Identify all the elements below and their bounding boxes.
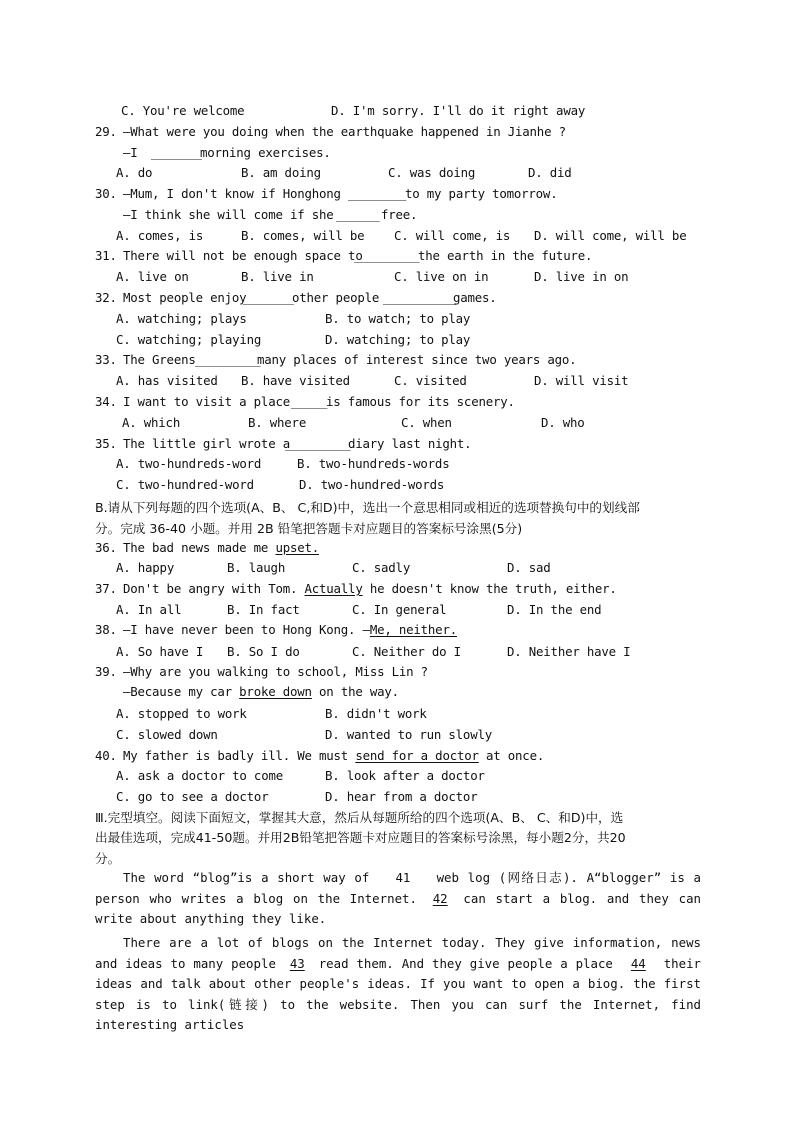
blank-43: 43: [289, 955, 305, 971]
underlined-phrase: send for a doctor: [355, 748, 479, 763]
question-text: [123, 748, 544, 764]
question-text: [123, 622, 457, 638]
question-text: The Greens: [123, 352, 196, 367]
option-d: D. wanted to run slowly: [325, 727, 492, 742]
text-after: at once.: [478, 748, 545, 763]
underlined-phrase: upset.: [275, 540, 320, 555]
answer-blank: _________: [285, 436, 351, 451]
question-text: I want to visit a place: [123, 394, 290, 409]
passage-paragraph-1: [95, 868, 701, 930]
question-text: The little girl wrote a: [123, 436, 290, 451]
question-text: other people: [292, 290, 380, 305]
text-before: Don't be angry with Tom.: [123, 581, 305, 596]
text-before: My father is badly ill. We must: [123, 748, 356, 763]
text-after: he doesn't know the truth, either.: [362, 581, 617, 596]
option-b: B. where: [248, 415, 307, 430]
question-text: [123, 540, 319, 556]
option-c: C. two-hundred-word: [116, 477, 254, 492]
passage-text: their ideas and talk about other people's ideas. If you want to open a biog. the first step is to link(: [95, 955, 702, 1012]
question-text: the earth in the future.: [418, 248, 593, 263]
option-b: B. have visited: [241, 373, 350, 388]
question-text: —Mum, I don't know if Honghong: [123, 186, 341, 201]
option-c: C. was doing: [388, 165, 476, 180]
option-b: B. to watch; to play: [325, 311, 471, 326]
blank-41: 41: [395, 870, 411, 885]
option-d: D. watching; to play: [325, 332, 471, 347]
option-d: D. two-hundred-words: [299, 477, 445, 492]
option-c: C. slowed down: [116, 727, 218, 742]
answer-blank: __________: [383, 290, 456, 305]
option-d: D. sad: [507, 560, 551, 575]
question-number: 35.: [95, 436, 117, 451]
option-b: B. In fact: [227, 602, 300, 617]
question-number: 30.: [95, 186, 117, 201]
text-before: —Because my car: [123, 684, 240, 699]
question-text: games.: [453, 290, 497, 305]
option-b: B. am doing: [241, 165, 321, 180]
answer-blank: _________: [354, 248, 420, 263]
option-a: A. So have I: [116, 644, 204, 659]
question-number: 31.: [95, 248, 117, 263]
question-text: —I: [123, 145, 138, 160]
question-text: [123, 684, 399, 700]
option-c: C. You're welcome: [121, 103, 245, 118]
option-a: A. two-hundreds-word: [116, 456, 262, 471]
option-c: C. visited: [394, 373, 467, 388]
answer-blank: _______: [151, 145, 202, 160]
answer-blank: _________: [195, 352, 261, 367]
question-number: 40.: [95, 748, 117, 763]
option-c: C. live on in: [394, 269, 489, 284]
option-d: D. hear from a doctor: [325, 789, 478, 804]
option-c: C. sadly: [352, 560, 411, 575]
passage-text-chinese: 网络日志: [506, 870, 563, 885]
question-text: [123, 581, 617, 597]
option-b: B. live in: [241, 269, 314, 284]
question-number: 36.: [95, 540, 117, 555]
option-b: B. laugh: [227, 560, 286, 575]
option-a: A. In all: [116, 602, 182, 617]
option-d: D. Neither have I: [507, 644, 631, 659]
option-b: B. comes, will be: [241, 228, 365, 243]
option-c: C. when: [401, 415, 452, 430]
option-c: C. will come, is: [394, 228, 511, 243]
blank-42: 42: [432, 890, 448, 906]
question-text: is famous for its scenery.: [326, 394, 515, 409]
question-number: 37.: [95, 581, 117, 596]
question-text: There will not be enough space to: [123, 248, 363, 263]
question-number: 29.: [95, 124, 117, 139]
underlined-phrase: broke down: [239, 684, 312, 699]
passage-text-chinese: 链接: [225, 996, 262, 1012]
question-text: —I think she will come if she: [123, 207, 334, 222]
question-text: to my party tomorrow.: [405, 186, 558, 201]
option-a: A. has visited: [116, 373, 218, 388]
blank-44: 44: [630, 955, 646, 971]
underlined-phrase: Me, neither.: [369, 622, 457, 637]
answer-blank: ______: [336, 207, 380, 222]
answer-blank: _______: [243, 290, 294, 305]
question-number: 34.: [95, 394, 117, 409]
question-number: 38.: [95, 622, 117, 637]
question-text: —What were you doing when the earthquake happened in Jianhe ?: [123, 124, 566, 139]
section-c-instructions-line2: 出最佳选项，完成41-50题。并用2B铅笔把答题卡对应题目的答案标号涂黑，每小题2分，共20: [95, 830, 626, 845]
text-before: —I have never been to Hong Kong. —: [123, 622, 370, 637]
option-b: B. look after a doctor: [325, 768, 485, 783]
question-number: 32.: [95, 290, 117, 305]
text-before: The bad news made me: [123, 540, 276, 555]
option-a: A. happy: [116, 560, 175, 575]
underlined-phrase: Actually: [304, 581, 363, 596]
option-a: A. do: [116, 165, 153, 180]
section-c-instructions-line3: 分。: [95, 851, 121, 866]
passage-text: can start a blog. and they can write about anything they like.: [95, 890, 701, 927]
question-text: morning exercises.: [200, 145, 331, 160]
option-c: C. go to see a doctor: [116, 789, 269, 804]
option-d: D. did: [528, 165, 572, 180]
option-d: D. who: [541, 415, 585, 430]
option-a: A. watching; plays: [116, 311, 247, 326]
option-c: C. In general: [352, 602, 447, 617]
question-text: —Why are you walking to school, Miss Lin ?: [123, 664, 428, 679]
section-b-instructions-line1: B.请从下列每题的四个选项(A、B、 C,和D)中，选出一个意思相同或相近的选项替换句中的划线部: [95, 500, 640, 515]
passage-paragraph-2: [95, 933, 701, 1036]
option-d: D. will visit: [534, 373, 629, 388]
passage-text: The word “blog”is a short way of: [123, 870, 370, 885]
option-a: A. stopped to work: [116, 706, 247, 721]
question-number: 39.: [95, 664, 117, 679]
section-b-instructions-line2: 分。完成 36-40 小题。并用 2B 铅笔把答题卡对应题目的答案标号涂黑(5分): [95, 521, 523, 536]
question-text: free.: [381, 207, 418, 222]
passage-text: web log (: [436, 870, 507, 885]
option-d: D. I'm sorry. I'll do it right away: [331, 103, 586, 118]
option-b: B. So I do: [227, 644, 300, 659]
option-c: C. watching; playing: [116, 332, 262, 347]
option-d: D. will come, will be: [534, 228, 687, 243]
section-c-instructions-line1: Ⅲ.完型填空。阅读下面短文，掌握其大意，然后从每题所给的四个选项(A、B、 C、和D)中，选: [95, 810, 624, 825]
passage-text: ) to the website. Then you can surf the Internet, find interesting articles: [95, 996, 702, 1033]
option-a: A. comes, is: [116, 228, 204, 243]
option-a: A. live on: [116, 269, 189, 284]
option-b: B. two-hundreds-words: [297, 456, 450, 471]
option-a: A. ask a doctor to come: [116, 768, 283, 783]
option-b: B. didn't work: [325, 706, 427, 721]
question-number: 33.: [95, 352, 117, 367]
passage-text: There are a lot of blogs on the Internet today. They give information, news and ideas to many people: [95, 935, 701, 971]
option-d: D. In the end: [507, 602, 602, 617]
question-text: many places of interest since two years ago.: [257, 352, 577, 367]
text-after: on the way.: [311, 684, 399, 699]
question-text: Most people enjoy: [123, 290, 247, 305]
answer-blank: _____: [291, 394, 328, 409]
passage-text: ). A“blogger” is a person who writes a blog on the Internet.: [95, 870, 702, 906]
option-d: D. live in on: [534, 269, 629, 284]
option-c: C. Neither do I: [352, 644, 461, 659]
option-a: A. which: [122, 415, 181, 430]
question-text: diary last night.: [348, 436, 472, 451]
answer-blank: ________: [348, 186, 407, 201]
passage-text: read them. And they give people a place: [318, 955, 613, 971]
